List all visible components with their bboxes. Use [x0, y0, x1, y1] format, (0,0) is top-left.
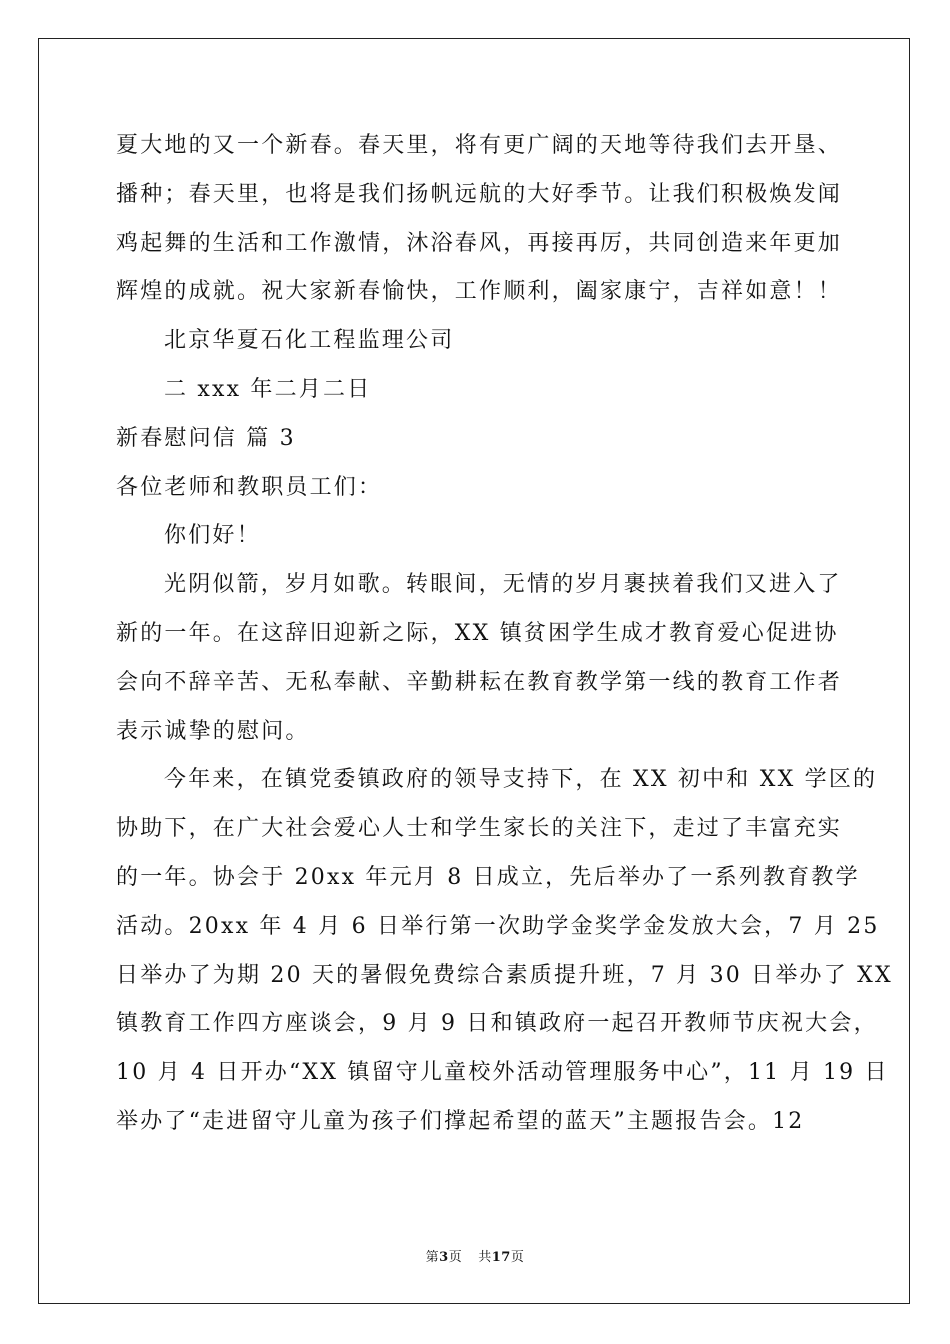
total-suffix: 页: [510, 1250, 525, 1265]
section-heading: 新春慰问信 篇 3: [116, 425, 296, 451]
body-line: 的一年。协会于 20xx 年元月 8 日成立，先后举办了一系列教育教学: [116, 864, 860, 890]
body-line: 10 月 4 日开办“XX 镇留守儿童校外活动管理服务中心”，11 月 19 日: [116, 1060, 889, 1086]
body-line: 夏大地的又一个新春。春天里，将有更广阔的天地等待我们去开垦、: [116, 133, 843, 158]
body-line: 活动。20xx 年 4 月 6 日举行第一次助学金奖学金发放大会，7 月 25: [116, 913, 880, 939]
body-line: 光阴似箭，岁月如歌。转眼间，无情的岁月裹挟着我们又进入了: [164, 572, 842, 598]
total-prefix: 共: [478, 1250, 492, 1265]
body-line: 辉煌的成就。祝大家新春愉快，工作顺利，阖家康宁，吉祥如意！！: [116, 279, 843, 305]
body-line: 表示诚挚的慰问。: [116, 718, 310, 744]
greeting: 你们好！: [164, 523, 261, 549]
salutation: 各位老师和教职员工们：: [116, 474, 383, 500]
body-line: 新的一年。在这辞旧迎新之际，XX 镇贫困学生成才教育爱心促进协: [116, 620, 839, 646]
signature-company: 北京华夏石化工程监理公司: [164, 328, 455, 354]
body-line: 今年来，在镇党委镇政府的领导支持下，在 XX 初中和 XX 学区的: [164, 767, 878, 793]
body-line: 镇教育工作四方座谈会，9 月 9 日和镇政府一起召开教师节庆祝大会，: [116, 1011, 878, 1037]
body-line: 鸡起舞的生活和工作激情，沐浴春风，再接再厉，共同创造来年更加: [116, 230, 843, 256]
signature-date: 二 xxx 年二月二日: [164, 376, 372, 402]
body-line: 协助下，在广大社会爱心人士和学生家长的关注下，走过了丰富充实: [116, 816, 843, 842]
body-line: 会向不辞辛苦、无私奉献、辛勤耕耘在教育教学第一线的教育工作者: [116, 669, 843, 695]
body-line: 播种；春天里，也将是我们扬帆远航的大好季节。让我们积极焕发闻: [116, 181, 843, 207]
page-current: 3: [439, 1250, 449, 1265]
page-total: 17: [491, 1250, 511, 1265]
body-line: 举办了“走进留守儿童为孩子们撑起希望的蓝天”主题报告会。12: [116, 1108, 805, 1134]
page-suffix: 页: [448, 1250, 463, 1265]
page-prefix: 第: [425, 1250, 440, 1265]
page-footer: [0, 1246, 950, 1265]
body-line: 日举办了为期 20 天的暑假免费综合素质提升班，7 月 30 日举办了 XX: [116, 962, 893, 988]
document-body: [116, 122, 893, 1147]
